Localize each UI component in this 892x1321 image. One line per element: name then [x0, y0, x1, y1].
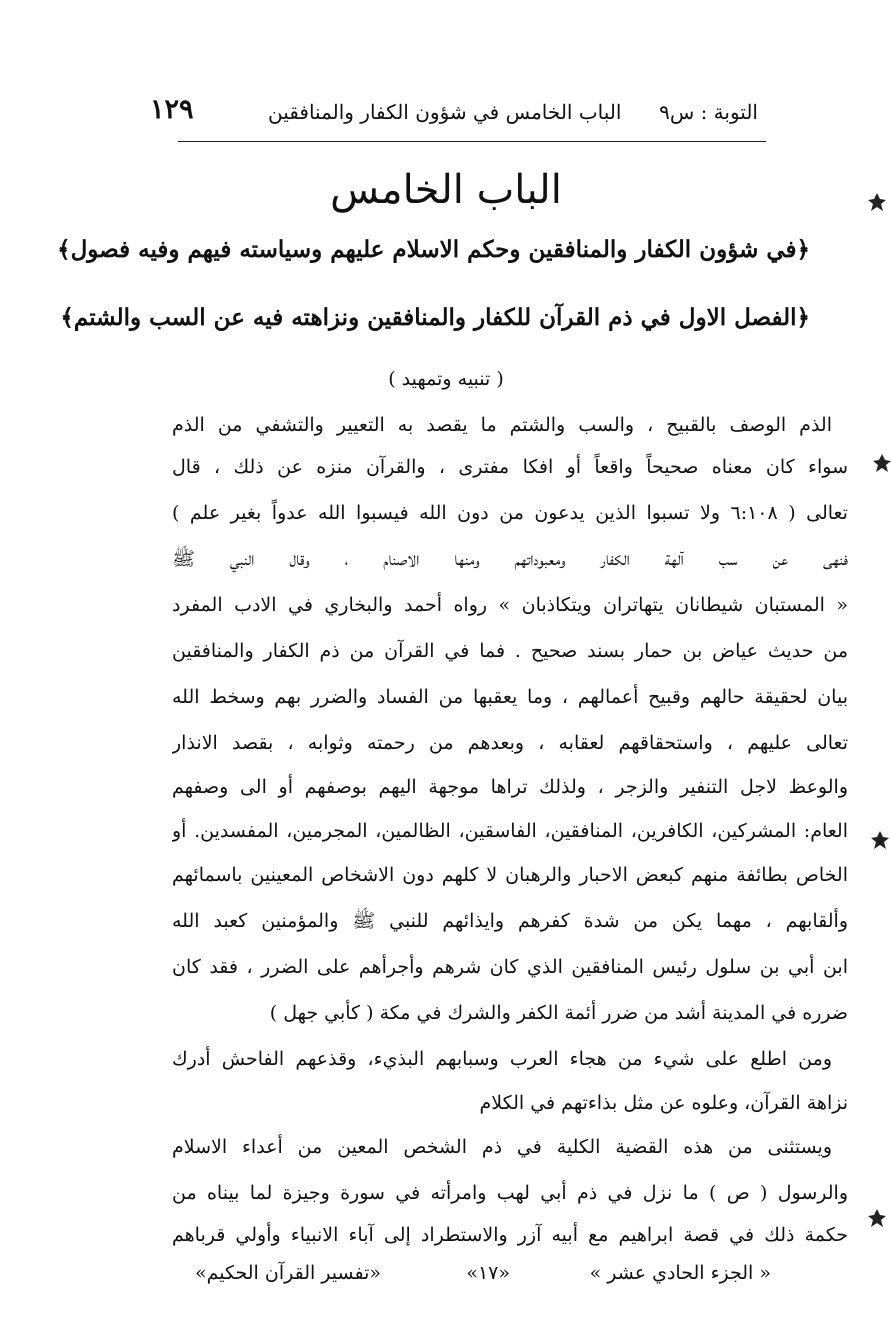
chapter-title: الباب الخامس	[330, 167, 562, 213]
body-line: الخاص بطائفة منهم كبعض الاحبار والرهبان لا كلهم دون الاشخاص المعينين باسمائهم	[172, 864, 848, 886]
body-line: « المستبان شيطانان يتهاتران ويتكاذبان » رواه أحمد والبخاري في الادب المفرد	[172, 594, 848, 616]
header-rule	[178, 141, 766, 142]
binding-hole-icon	[867, 192, 887, 212]
footer-book-title: «تفسير القرآن الحكيم»	[195, 1262, 381, 1284]
body-line: بيان لحقيقة حالهم وقبيح أعمالهم ، وما يعقبها من الفساد والضرر بهم وسخط الله	[172, 686, 848, 708]
footer-volume: « الجزء الحادي عشر »	[589, 1262, 771, 1284]
body-line: نزاهة القرآن، وعلوه عن مثل بذاءتهم في الكلام	[479, 1092, 848, 1114]
body-line: والوعظ لاجل التنفير والزجر ، ولذلك تراها موجهة اليهم بوصفهم أو الى وصفهم	[172, 776, 848, 798]
running-header	[150, 94, 770, 136]
binding-hole-icon	[872, 453, 892, 473]
body-line: والرسول ( ص ) ما نزل في ذم أبي لهب وامرأته في سورة وجيزة لما بيناه من	[172, 1182, 848, 1204]
body-line: تعالى عليهم ، واستحقاقهم لعقابه ، وبعدهم من رحمته وثوابه ، بقصد الانذار	[172, 732, 848, 754]
body-line: من حديث عياض بن حمار بسند صحيح . فما في القرآن من ذم الكفار والمنافقين	[172, 640, 848, 662]
footer-signature-number: «١٧»	[466, 1262, 510, 1284]
body-line: حكمة ذلك في قصة ابراهيم مع أبيه آزر والاستطراد إلى آباء الانبياء وأولي قرباهم	[172, 1224, 848, 1246]
page-number: ١٢٩	[150, 94, 194, 125]
binding-hole-icon	[870, 830, 890, 850]
body-line: فنهى عن سب آلهة الكفار ومعبوداتهم ومنها الاصنام ، وقال النبي ﷺ	[172, 548, 848, 570]
body-line: ضرره في المدينة أشد من ضرر أئمة الكفر والشرك في مكة ( كأبي جهل )	[269, 1002, 848, 1024]
body-line: وألقابهم ، مهما يكن من شدة كفرهم وايذائهم للنبي ﷺ والمؤمنين كعبد الله	[172, 910, 848, 932]
body-line: ابن أبي بن سلول رئيس المنافقين الذي كان شرهم وأجرأهم على الضرر ، فقد كان	[172, 956, 848, 978]
section-heading: ﴿الفصل الاول في ذم القرآن للكفار والمنافقين ونزاهته فيه عن السب والشتم﴾	[60, 304, 810, 331]
body-line: ومن اطلع على شيء من هجاء العرب وسبابهم البذيء، وقذعهم الفاحش أدرك	[172, 1048, 832, 1070]
body-line: العام: المشركين، الكافرين، المنافقين، الفاسقين، الظالمين، المجرمين، المفسدين. أو	[172, 820, 848, 842]
chapter-subtitle: ﴿في شؤون الكفار والمنافقين وحكم الاسلام عليهم وسياسته فيهم وفيه فصول﴾	[57, 236, 810, 263]
binding-hole-icon	[867, 1208, 887, 1228]
body-line: ويستثنى من هذه القضية الكلية في ذم الشخص المعين من أعداء الاسلام	[172, 1136, 832, 1158]
body-line: تعالى ( ٦:١٠٨ ولا تسبوا الذين يدعون من دون الله فيسبوا الله عدواً بغير علم )	[172, 502, 848, 524]
page-footer	[195, 1262, 775, 1296]
header-surah-reference: التوبة : س٩	[659, 100, 758, 124]
section-subheading: ( تنبيه وتمهيد )	[388, 368, 504, 390]
body-line: الذم الوصف بالقبيح ، والسب والشتم ما يقصد به التعيير والتشفي من الذم	[172, 414, 832, 436]
header-chapter-title: الباب الخامس في شؤون الكفار والمنافقين	[268, 100, 622, 124]
body-line: سواء كان معناه صحيحاً واقعاً أو افكا مفترى ، والقرآن منزه عن ذلك ، قال	[172, 456, 848, 478]
